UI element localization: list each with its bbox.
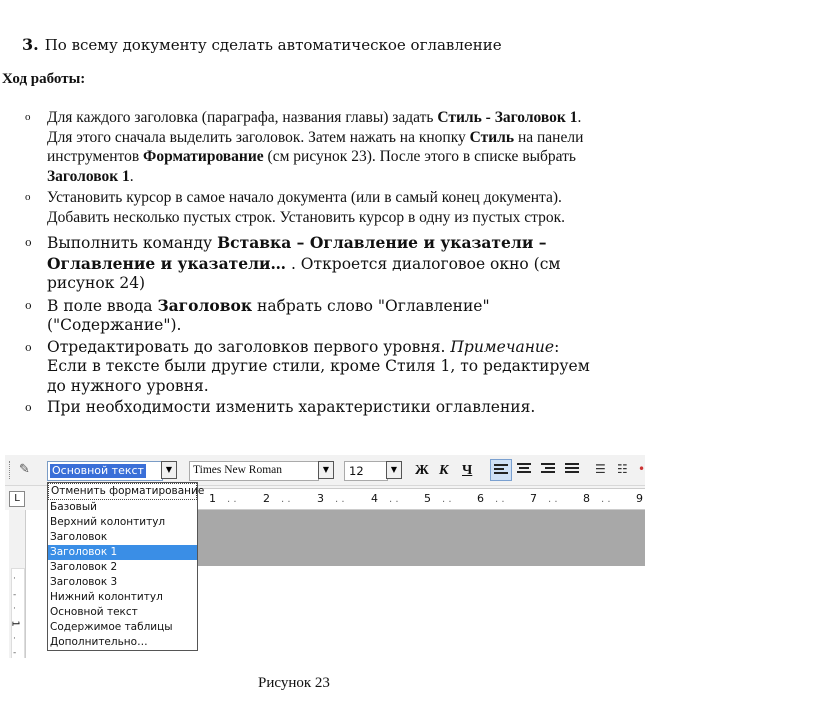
ruler-tick: · ·: [335, 497, 345, 508]
ruler-tick: ·: [13, 634, 16, 644]
step-bold: Заголовок: [157, 295, 253, 315]
ruler-tick: · ·: [601, 497, 611, 508]
step-text: Установить курсор в самое начало документа (или в самый конец документа). Добавить несколько пустых строк. Установить курсор в одну из пустых строк.: [47, 189, 566, 226]
ruler-number: 7: [530, 492, 537, 505]
step-text: . Для этого сначала выделить заголовок. Затем нажать на кнопку: [47, 109, 582, 146]
align-right-icon[interactable]: [541, 463, 555, 475]
font-select-value: Times New Roman: [193, 464, 283, 476]
step-text: на панели инструментов: [47, 128, 584, 165]
italic-button[interactable]: К: [439, 463, 449, 478]
ruler-number: 2: [263, 492, 270, 505]
dropdown-item-table-contents[interactable]: Содержимое таблицы: [50, 621, 173, 633]
dropdown-item-heading-3[interactable]: Заголовок 3: [50, 576, 118, 588]
step-item: [25, 233, 602, 294]
step-item: [25, 108, 602, 186]
ruler-tick: · ·: [548, 497, 558, 508]
figure-caption: Рисунок 23: [258, 675, 330, 691]
dropdown-item-heading-1[interactable]: Заголовок 1: [48, 545, 197, 560]
underline-button[interactable]: Ч: [462, 463, 473, 478]
ruler-tick: · ·: [442, 497, 452, 508]
vertical-ruler-number: 1: [9, 620, 21, 627]
task-number: 3.: [22, 35, 39, 54]
step-item: [25, 295, 602, 336]
step-text: Для каждого заголовка (параграфа, названия главы) задать: [47, 109, 438, 126]
step-bold: Стиль: [469, 128, 515, 146]
ruler-tick: · ·: [495, 497, 505, 508]
ruler-tick: · ·: [389, 497, 399, 508]
font-select[interactable]: [189, 461, 319, 481]
step-bold: Стиль - Заголовок 1: [437, 109, 578, 126]
ruler-tick: -: [13, 648, 17, 658]
step-text: Выполнить команду: [47, 234, 218, 252]
figure-screenshot: [5, 455, 645, 658]
task-title: [22, 35, 502, 54]
step-item: [25, 398, 602, 418]
step-text: : Если в тексте были другие стили, кроме Стиля 1, то редактируем до нужного уровня.: [47, 337, 590, 395]
dropdown-item-base[interactable]: Базовый: [50, 501, 97, 513]
dropdown-item-header[interactable]: Верхний колонтитул: [50, 516, 166, 528]
bullet-icon: o: [25, 298, 32, 312]
align-center-icon[interactable]: [517, 463, 531, 475]
numbered-list-icon[interactable]: ☰: [595, 462, 606, 476]
step-text: В поле ввода: [47, 296, 158, 315]
steps-list: [25, 108, 602, 418]
toolbar-grip[interactable]: [9, 461, 12, 479]
step-text: . Откроется диалоговое окно (см рисунок 24): [47, 254, 561, 292]
ruler-tick: -: [13, 590, 17, 600]
vertical-ruler[interactable]: [9, 510, 26, 658]
more-icon[interactable]: •: [638, 462, 645, 476]
document-background: [195, 510, 645, 566]
align-left-icon: [494, 464, 508, 476]
bullet-icon: o: [25, 236, 32, 249]
step-item: [25, 188, 602, 227]
style-dropdown-button[interactable]: ▼: [161, 461, 177, 479]
size-dropdown-button[interactable]: ▼: [386, 461, 402, 479]
align-left-button[interactable]: [490, 459, 512, 481]
bullet-icon: o: [25, 401, 32, 414]
step-text: При необходимости изменить характеристики оглавления.: [47, 398, 536, 416]
bold-button[interactable]: Ж: [415, 463, 429, 478]
step-text: (см рисунок 23). После этого в списке выбрать: [263, 148, 577, 165]
step-bold: Вставка – Оглавление и указатели – Оглавление и указатели…: [47, 233, 547, 273]
font-dropdown-button[interactable]: ▼: [318, 461, 334, 479]
step-bold: Форматирование: [143, 148, 264, 165]
ruler-number: 4: [371, 492, 378, 505]
step-item: [25, 337, 602, 397]
font-size-select[interactable]: [344, 461, 388, 481]
style-select-value: Основной текст: [52, 464, 144, 477]
step-text: Отредактировать до заголовков первого уровня.: [47, 337, 451, 356]
bullet-icon: o: [25, 111, 31, 123]
font-size-value: 12: [349, 464, 364, 478]
work-heading: Ход работы:: [2, 71, 86, 87]
dropdown-item-more[interactable]: Дополнительно…: [50, 636, 148, 648]
align-justify-icon[interactable]: [565, 463, 579, 475]
ruler-number: 1: [209, 492, 216, 505]
ruler-tick: · ·: [281, 497, 291, 508]
ruler-number: 9: [636, 492, 643, 505]
step-bold: Заголовок 1: [47, 167, 130, 185]
dropdown-item-clear-formatting[interactable]: Отменить форматирование: [48, 483, 197, 500]
ruler-tick: ·: [13, 604, 16, 614]
bullet-icon: o: [25, 191, 31, 203]
tab-stop-icon[interactable]: L: [9, 491, 25, 507]
ruler-number: 3: [317, 492, 324, 505]
step-italic: Примечание: [450, 337, 555, 356]
ruler-number: 8: [583, 492, 590, 505]
ruler-tick: · ·: [227, 497, 237, 508]
dropdown-item-body-text[interactable]: Основной текст: [50, 606, 138, 618]
bullet-list-icon[interactable]: ☷: [617, 462, 628, 476]
style-select[interactable]: [47, 461, 163, 481]
ruler-number: 5: [424, 492, 431, 505]
dropdown-item-footer[interactable]: Нижний колонтитул: [50, 591, 163, 603]
step-text: .: [129, 167, 134, 185]
step-text: набрать слово "Оглавление" ("Содержание").: [47, 296, 490, 334]
ruler-tick: ·: [13, 574, 16, 584]
ruler-strip[interactable]: [195, 488, 645, 510]
dropdown-item-heading[interactable]: Заголовок: [50, 531, 108, 543]
dropdown-item-heading-2[interactable]: Заголовок 2: [50, 561, 118, 573]
paint-format-icon[interactable]: ✎: [19, 462, 30, 477]
bullet-icon: o: [25, 340, 32, 354]
task-title-text: По всему документу сделать автоматическое оглавление: [44, 36, 502, 54]
ruler-number: 6: [477, 492, 484, 505]
style-dropdown-list[interactable]: [47, 482, 205, 651]
